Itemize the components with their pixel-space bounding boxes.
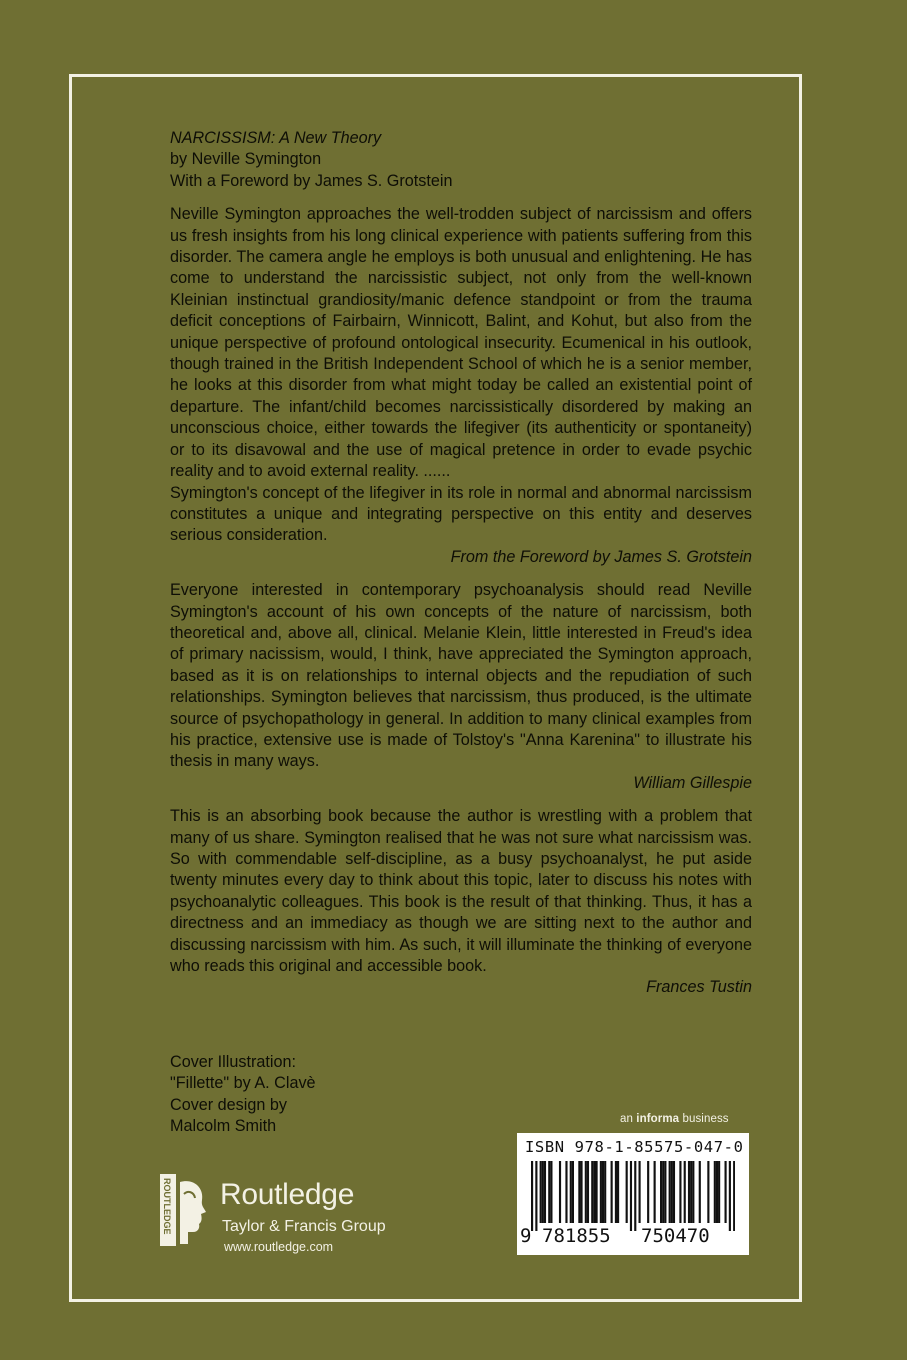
- barcode-bar: [587, 1161, 589, 1223]
- blurb-attribution: William Gillespie: [633, 773, 752, 792]
- book-title: NARCISSISM: A New Theory: [170, 129, 382, 147]
- barcode-bar: [591, 1161, 593, 1223]
- barcode-bar: [718, 1161, 720, 1223]
- isbn-text: ISBN 978-1-85575-047-0: [525, 1138, 744, 1156]
- routledge-head-icon: [160, 1174, 206, 1246]
- informa-brand: informa: [636, 1113, 680, 1125]
- barcode-bar: [647, 1161, 649, 1223]
- barcode-bar: [634, 1161, 636, 1231]
- blurb-grotstein: [170, 204, 752, 568]
- barcode-bar: [593, 1161, 595, 1223]
- barcode-bar: [580, 1161, 582, 1223]
- barcode-bar: [725, 1161, 727, 1223]
- illustration-value: "Fillette" by A. Clavè: [170, 1074, 316, 1093]
- barcode-bar: [585, 1161, 587, 1223]
- barcode-bar: [662, 1161, 664, 1223]
- blurb-paragraph: Neville Symington approaches the well-trodden subject of narcissism and offers us fresh insights from his long clinical experience with patients suffering from this disorder. The camera angle he employs is both unusual and enlightening. He has come to understand the narcissistic subject, not only from the well-known Kleinian instinctual grandiosity/manic defence standpoint or from the trauma deficit conceptions of Fairbairn, Winnicott, Balint, and Kohut, but also from the unique perspective of profound ontological insecurity. Ecumenical in his outlook, though trained in the British Independent School of which he is a senior member, he looks at this disorder from what might today be called an existential point of departure. The infant/child becomes narcissistically disordered by making an unconscious choice, either towards the lifegiver (its authenticity or spontaneity) or to its disavowal and the use of magical pretence in order to evade psychic reality and to avoid external reality. ......: [170, 205, 752, 481]
- barcode-bar: [565, 1161, 567, 1223]
- barcode-bar: [572, 1161, 574, 1223]
- barcode-bar: [654, 1161, 656, 1223]
- barcode-bar: [729, 1161, 731, 1231]
- barcode-bar: [535, 1161, 537, 1231]
- author-line: by Neville Symington: [170, 150, 322, 169]
- barcode-bar: [540, 1161, 542, 1223]
- publisher-name: Routledge: [220, 1178, 355, 1211]
- blurb-attribution: Frances Tustin: [646, 978, 752, 997]
- design-value: Malcolm Smith: [170, 1117, 277, 1136]
- barcode-bar: [664, 1161, 666, 1223]
- routledge-logo: [160, 1172, 420, 1252]
- barcode-bar: [692, 1161, 694, 1223]
- barcode-bar: [716, 1161, 718, 1223]
- barcode-bar: [570, 1161, 572, 1223]
- barcode-bar: [596, 1161, 598, 1223]
- blurb-paragraph: This is an absorbing book because the author is wrestling with a problem that many of us share. Symington realised that he was not sure what narcissism was. So with commendable self-discipline, as a busy psychoanalyst, he put aside twenty minutes every day to think about this topic, later to discuss his notes with psychoanalytic colleagues. This book is the result of that thinking. Thus, it has a directness and an immediacy as though we are sitting next to the author and discussing narcissism with him. As such, it will illuminate the thinking of everyone who reads this original and accessible book.: [170, 807, 752, 976]
- ean-lead-digit: 9: [520, 1225, 532, 1247]
- illustration-label: Cover Illustration:: [170, 1053, 296, 1071]
- spine-text: ROUTLEDGE: [162, 1178, 172, 1235]
- informa-tagline: [620, 1113, 729, 1125]
- barcode-bar: [604, 1161, 606, 1223]
- design-label: Cover design by: [170, 1095, 287, 1114]
- barcode-bar: [699, 1161, 701, 1223]
- blurb-paragraph: Everyone interested in contemporary psychoanalysis should read Neville Symington's account of his own concepts of the nature of narcissism, both theoretical and, above all, clinical. Melanie Klein, little interested in Freud's idea of primary nacissism, would, I think, have appreciated the Symington approach, based as it is on relationships to internal objects and the repudiation of such relationships. Symington believes that narcissism, thus produced, is the ultimate source of psychopathology in general. In addition to many clinical examples from his practice, extensive use is made of Tolstoy's "Anna Karenina" to illustrate his thesis in many ways.: [170, 581, 752, 771]
- barcode-bar: [626, 1161, 628, 1223]
- barcode-bar: [707, 1161, 709, 1223]
- barcode-bar: [733, 1161, 735, 1231]
- barcode-bar: [611, 1161, 613, 1223]
- blurb-gillespie: [170, 580, 752, 794]
- barcode-bar: [548, 1161, 550, 1223]
- barcode-bar: [617, 1161, 619, 1223]
- barcode-bars: [531, 1161, 735, 1233]
- barcode-bar: [669, 1161, 671, 1223]
- back-cover-text: [170, 128, 752, 999]
- barcode-bar: [544, 1161, 546, 1223]
- isbn-barcode: [517, 1133, 749, 1255]
- barcode-bar: [673, 1161, 675, 1223]
- barcode-bar: [531, 1161, 533, 1231]
- cover-credits: [170, 1052, 316, 1138]
- ean-right-digits: 750470: [641, 1225, 710, 1247]
- barcode-bar: [542, 1161, 544, 1223]
- barcode-bar: [660, 1161, 662, 1223]
- barcode-bar: [615, 1161, 617, 1223]
- barcode-bar: [688, 1161, 690, 1223]
- informa-suffix: business: [679, 1113, 729, 1125]
- barcode-bar: [714, 1161, 716, 1223]
- publisher-url: www.routledge.com: [224, 1240, 334, 1254]
- barcode-bar: [690, 1161, 692, 1223]
- publisher-group: Taylor & Francis Group: [222, 1218, 386, 1235]
- informa-prefix: an: [620, 1113, 637, 1125]
- blurb-tustin: [170, 806, 752, 999]
- blurb-attribution: From the Foreword by James S. Grotstein: [450, 547, 752, 566]
- barcode-bar: [671, 1161, 673, 1223]
- barcode-bar: [630, 1161, 632, 1231]
- barcode-bar: [550, 1161, 552, 1223]
- foreword-line: With a Foreword by James S. Grotstein: [170, 171, 453, 190]
- barcode-bar: [578, 1161, 580, 1223]
- barcode-bar: [679, 1161, 681, 1223]
- barcode-bar: [600, 1161, 602, 1223]
- barcode-bar: [639, 1161, 641, 1223]
- barcode-bar: [559, 1161, 561, 1223]
- blurb-paragraph: Symington's concept of the lifegiver in its role in normal and abnormal narcissism constitutes a unique and integrating perspective on this entity and deserves serious consideration.: [170, 483, 752, 545]
- barcode-bar: [684, 1161, 686, 1223]
- barcode-bar: [602, 1161, 604, 1223]
- ean-left-digits: 781855: [542, 1225, 611, 1247]
